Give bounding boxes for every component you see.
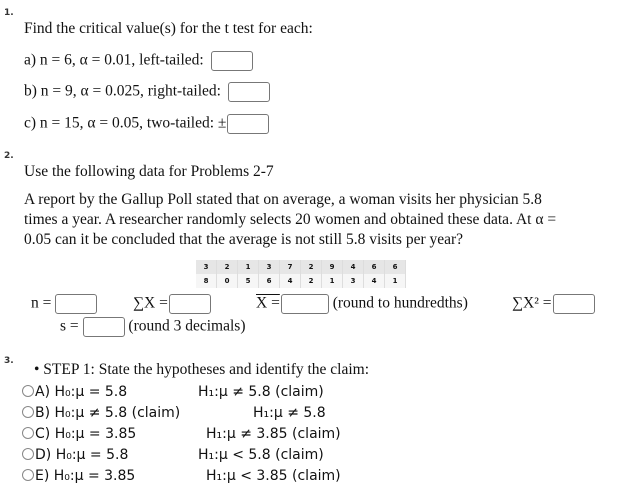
data-cell: 5 [238,274,259,288]
option-c-h0: C) H₀:μ = 3.85 [35,426,137,442]
s-label: s = [60,317,79,335]
q2-paragraph-line-2: times a year. A researcher randomly selects 20 women and obtained these data. At α = [24,211,557,228]
option-a[interactable] [22,384,127,400]
data-cell: 1 [385,274,406,288]
option-e-h0: E) H₀:μ = 3.85 [35,468,136,484]
data-cell: 6 [259,274,280,288]
data-cell: 7 [280,260,301,274]
q1-part-a-answer-input[interactable] [211,51,253,71]
data-table-row-2 [196,274,406,288]
data-cell: 3 [343,274,364,288]
data-cell: 2 [301,260,322,274]
radio-b-icon[interactable] [22,406,34,418]
option-a-h0: A) H₀:μ = 5.8 [35,384,128,400]
data-table-row-1 [196,260,406,274]
n-answer-input[interactable] [55,294,97,314]
option-d-h1: H₁:μ < 5.8 (claim) [198,447,324,463]
q1-prompt: Find the critical value(s) for the t test for each: [24,20,313,37]
data-cell: 1 [322,274,343,288]
s-answer-input[interactable] [83,317,125,337]
data-cell: 3 [196,260,217,274]
question-number-1: 1. [4,8,14,18]
data-cell: 3 [259,260,280,274]
radio-d-icon[interactable] [22,448,34,460]
q1-part-c-label: c) n = 15, α = 0.05, two-tailed: ± [24,114,227,132]
sumx-field [133,294,211,314]
q1-part-a [24,51,253,71]
sumx2-label: ∑X² = [512,294,552,312]
s-field [60,317,245,337]
radio-e-icon[interactable] [22,469,34,481]
option-c[interactable] [22,426,136,442]
n-field [31,294,97,314]
round-3-decimals-note: (round 3 decimals) [128,317,246,335]
q1-part-b [24,82,270,102]
data-cell: 9 [322,260,343,274]
q2-heading: Use the following data for Problems 2-7 [24,163,274,180]
question-number-2: 2. [4,151,14,161]
data-cell: 2 [217,260,238,274]
data-cell: 4 [364,274,385,288]
option-a-h1: H₁:μ ≠ 5.8 (claim) [198,384,324,400]
xbar-label: X = [256,294,280,312]
q1-part-c-answer-input[interactable] [227,114,269,134]
data-cell: 8 [196,274,217,288]
option-b[interactable] [22,405,180,421]
data-cell: 4 [343,260,364,274]
q2-paragraph-line-1: A report by the Gallup Poll stated that on average, a woman visits her physician 5.8 [24,191,542,208]
xbar-answer-input[interactable] [281,294,329,314]
sumx-label: ∑X = [133,294,168,312]
option-c-h1: H₁:μ ≠ 3.85 (claim) [206,426,341,442]
sumx-answer-input[interactable] [169,294,211,314]
q2-paragraph-line-3: 0.05 can it be concluded that the average is not still 5.8 visits per year? [24,231,464,248]
option-b-h1: H₁:μ ≠ 5.8 [253,405,326,421]
option-d[interactable] [22,447,128,463]
data-table [196,260,406,288]
data-cell: 6 [385,260,406,274]
q3-step-1: • STEP 1: State the hypotheses and identify the claim: [34,361,370,378]
option-e-h1: H₁:μ < 3.85 (claim) [206,468,341,484]
sumx2-field [512,294,595,314]
data-cell: 4 [280,274,301,288]
data-cell: 0 [217,274,238,288]
q1-part-a-label: a) n = 6, α = 0.01, left-tailed: [24,51,204,69]
round-hundredths-note: (round to hundredths) [332,294,468,312]
radio-c-icon[interactable] [22,427,34,439]
radio-a-icon[interactable] [22,385,34,397]
q1-part-c [24,114,269,134]
option-e[interactable] [22,468,135,484]
xbar-field [256,294,468,314]
option-d-h0: D) H₀:μ = 5.8 [35,447,129,463]
data-cell: 2 [301,274,322,288]
option-b-h0: B) H₀:μ ≠ 5.8 (claim) [35,405,181,421]
question-number-3: 3. [4,356,14,366]
n-label: n = [31,294,52,312]
q1-part-b-label: b) n = 9, α = 0.025, right-tailed: [24,82,221,100]
sumx2-answer-input[interactable] [553,294,595,314]
q1-part-b-answer-input[interactable] [228,82,270,102]
data-cell: 1 [238,260,259,274]
data-cell: 6 [364,260,385,274]
